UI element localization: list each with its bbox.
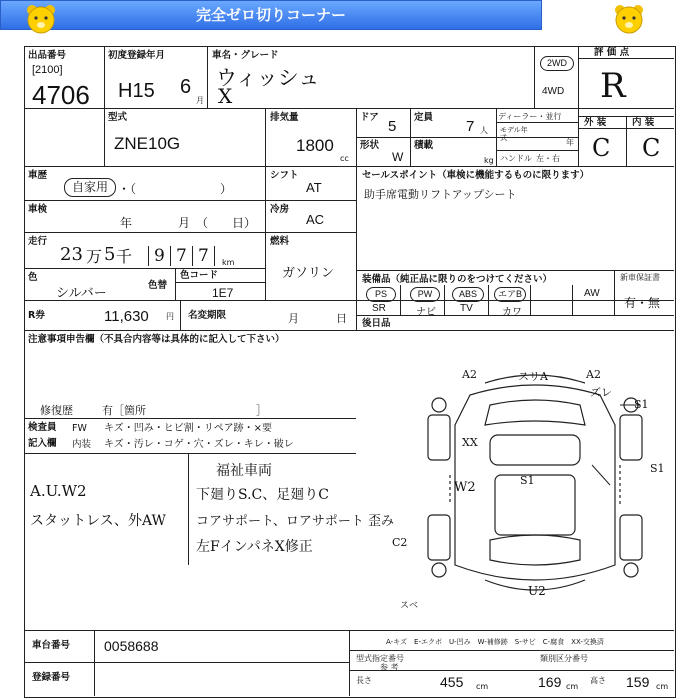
score-label: 評 価 点 xyxy=(594,47,630,58)
chassis-number-value: 0058688 xyxy=(104,638,159,654)
diagram-mark-a2-right: A2 xyxy=(586,368,601,381)
exterior-grade-value: C xyxy=(592,134,611,162)
tax-day: 日 xyxy=(336,313,347,325)
mileage-label: 走行 xyxy=(28,236,48,247)
note-left-2: スタットレス、外AW xyxy=(30,513,166,529)
model-value: ZNE10G xyxy=(114,134,181,153)
interior-grade-value: C xyxy=(642,134,661,162)
equip-navi: ナビ xyxy=(416,307,436,318)
notes-label: 注意事項申告欄（不具合内容等は具体的に記入して下さい） xyxy=(28,334,285,345)
diagram-mark-s1-center: S1 xyxy=(520,474,535,487)
equipment-label: 装備品（純正品に限りのをつけてください） xyxy=(362,274,553,285)
equip-abs: ABS xyxy=(452,287,484,302)
equip-pw: PW xyxy=(410,287,440,302)
fuel-value: ガソリン xyxy=(282,265,335,280)
capacity-value: 7 xyxy=(466,118,475,135)
mileage-digits-b: 5 xyxy=(104,244,116,265)
registration-number-label: 登録番号 xyxy=(32,672,71,683)
exterior-grade-label: 外 装 xyxy=(584,117,607,128)
ac-label: 冷房 xyxy=(270,204,290,215)
diagram-mark-zure: ズレ xyxy=(590,386,612,399)
diagram-mark-sura: スリA xyxy=(518,370,548,383)
car-grade: X xyxy=(218,84,233,108)
model-year-unit: 年 xyxy=(566,138,574,147)
equip-aw: AW xyxy=(584,288,600,299)
drive-2wd-circled: 2WD xyxy=(540,56,574,71)
handle-value: 左・右 xyxy=(536,154,560,163)
recycle-unit: 円 xyxy=(166,312,174,321)
type-number-label: 型式指定番号 xyxy=(356,654,404,663)
mileage-sen: 千 xyxy=(116,247,133,266)
shift-label: シフト xyxy=(270,170,299,181)
tax-month: 月 xyxy=(288,313,299,325)
registration-month-unit: 月 xyxy=(196,96,204,105)
mileage-digit-d: 7 xyxy=(176,246,187,266)
height-value: 159 xyxy=(626,674,650,690)
shift-value: AT xyxy=(306,180,322,195)
interior-items-label: 内装 xyxy=(72,439,92,450)
diagram-mark-s1-right: S1 xyxy=(650,462,665,475)
repair-value: 有［箇所 ］ xyxy=(102,405,267,417)
history-value-circled: 自家用 xyxy=(64,178,116,197)
diagram-mark-u2: U2 xyxy=(528,584,546,598)
note-left-1: A.U.W2 xyxy=(30,482,87,500)
color-code-value: 1E7 xyxy=(212,286,234,300)
exterior-items: キズ・凹み・ヒビ割・リペア跡・×要 xyxy=(104,423,272,434)
width-value: 169 xyxy=(538,674,562,690)
page-banner: 完全ゼロ切りコーナー xyxy=(0,0,542,30)
later-items-label: 後日品 xyxy=(362,318,391,329)
height-unit: cm xyxy=(656,682,669,691)
equip-airbag: エアB xyxy=(494,287,526,302)
diagram-mark-xx: XX xyxy=(462,436,478,449)
model-label: 型式 xyxy=(108,112,128,123)
width-unit: cm xyxy=(566,682,579,691)
lot-code: [2100] xyxy=(32,64,63,76)
diagram-mark-a2-left: A2 xyxy=(462,368,477,381)
mileage-man: 万 xyxy=(86,247,103,266)
mileage-digit-c: 9 xyxy=(154,246,165,266)
inspection-month: 月 xyxy=(178,216,191,230)
displacement-unit: cc xyxy=(340,154,349,163)
note-center-1: 福祉車両 xyxy=(216,463,272,479)
mascot-bear-left-icon xyxy=(24,2,58,36)
shape-label: 形状 xyxy=(360,140,380,151)
model-year-label: モデル年式 xyxy=(500,126,528,142)
score-value: R xyxy=(600,66,626,106)
mascot-bear-right-icon xyxy=(612,2,646,36)
door-label: ドア xyxy=(360,112,379,123)
reference-label: 参 考 xyxy=(380,663,399,672)
interior-items: キズ・汚レ・コゲ・穴・ズレ・キレ・破レ xyxy=(104,439,294,450)
history-label: 車歴 xyxy=(28,170,48,181)
fw-label: FW xyxy=(72,423,87,434)
equip-ps: PS xyxy=(366,287,396,302)
shape-value: W xyxy=(392,150,404,164)
car-name: ウィッシュ xyxy=(216,66,320,90)
displacement-value: 1800 xyxy=(296,136,334,155)
mileage-digit-e: 7 xyxy=(198,246,209,266)
height-label: 高さ xyxy=(590,676,606,685)
inspector-label-2: 記入欄 xyxy=(28,438,57,449)
tax-deadline-label: 名変期限 xyxy=(188,310,227,321)
handle-label: ハンドル xyxy=(500,154,532,163)
inspection-year: 年 xyxy=(120,216,133,230)
drive-4wd: 4WD xyxy=(542,86,565,97)
inspector-label-1: 検査員 xyxy=(28,422,57,433)
load-unit: kg xyxy=(484,156,494,165)
length-value: 455 xyxy=(440,674,464,690)
registration-month: 6 xyxy=(180,76,192,98)
mileage-digits-a: 23 xyxy=(60,244,83,265)
diagram-mark-s1-top: S1 xyxy=(634,398,649,411)
recycle-label: R券 xyxy=(28,310,45,321)
equip-leather: カワ xyxy=(502,307,522,318)
first-registration-label: 初度登録年月 xyxy=(108,50,166,61)
diagram-mark-w2: W2 xyxy=(454,480,476,495)
equip-sr: SR xyxy=(372,303,386,314)
ac-value: AC xyxy=(306,212,325,227)
history-rest: ・（ ） xyxy=(118,182,233,196)
length-label: 長さ xyxy=(356,676,372,685)
load-label: 積載 xyxy=(414,140,434,151)
registration-era: H15 xyxy=(118,80,155,102)
inspection-label: 車検 xyxy=(28,204,48,215)
capacity-unit: 人 xyxy=(480,126,488,135)
sales-point-label: セールスポイント（車検に機能するものに限ります） xyxy=(362,170,590,181)
paint-change-label: 色替 xyxy=(148,280,168,291)
lot-number-label: 出品番号 xyxy=(28,50,67,61)
color-code-label: 色コード xyxy=(180,270,219,281)
repair-label: 修復歴 xyxy=(40,405,73,417)
equip-tv: TV xyxy=(460,303,473,314)
warranty-value: 有・無 xyxy=(624,296,661,310)
mileage-unit: km xyxy=(222,258,235,267)
displacement-label: 排気量 xyxy=(270,112,299,123)
note-center-2: 下廻りS.C、足廻りC xyxy=(196,487,329,503)
car-name-label: 車名・グレード xyxy=(212,50,279,61)
diagram-mark-sube: スベ xyxy=(400,601,419,611)
lot-number: 4706 xyxy=(32,80,90,110)
category-number-label: 類別区分番号 xyxy=(540,654,588,663)
note-center-3: コアサポート、ロアサポート 歪み xyxy=(196,514,394,529)
inspection-day: （ 日） xyxy=(196,216,257,230)
car-damage-diagram xyxy=(410,365,660,605)
diagram-mark-c2: C2 xyxy=(392,536,408,549)
capacity-label: 定員 xyxy=(414,112,434,123)
chassis-number-label: 車台番号 xyxy=(32,640,71,651)
warranty-label: 新車保証書 xyxy=(620,273,660,282)
note-center-4: 左FインパネX修正 xyxy=(196,539,313,555)
sales-point-value: 助手席電動リフトアップシート xyxy=(364,189,517,201)
recycle-value: 11,630 xyxy=(104,308,149,325)
fuel-label: 燃料 xyxy=(270,236,290,247)
interior-grade-label: 内 装 xyxy=(632,117,655,128)
door-value: 5 xyxy=(388,118,397,135)
dealer-label: ディーラー・並行 xyxy=(498,112,562,121)
color-label: 色 xyxy=(28,272,38,283)
length-unit: cm xyxy=(476,682,489,691)
damage-legend: A-キズ E-エクボ U-凹み W-補修跡 S-サビ C-腐食 XX-交換済 xyxy=(386,638,604,646)
color-value: シルバー xyxy=(56,285,107,300)
